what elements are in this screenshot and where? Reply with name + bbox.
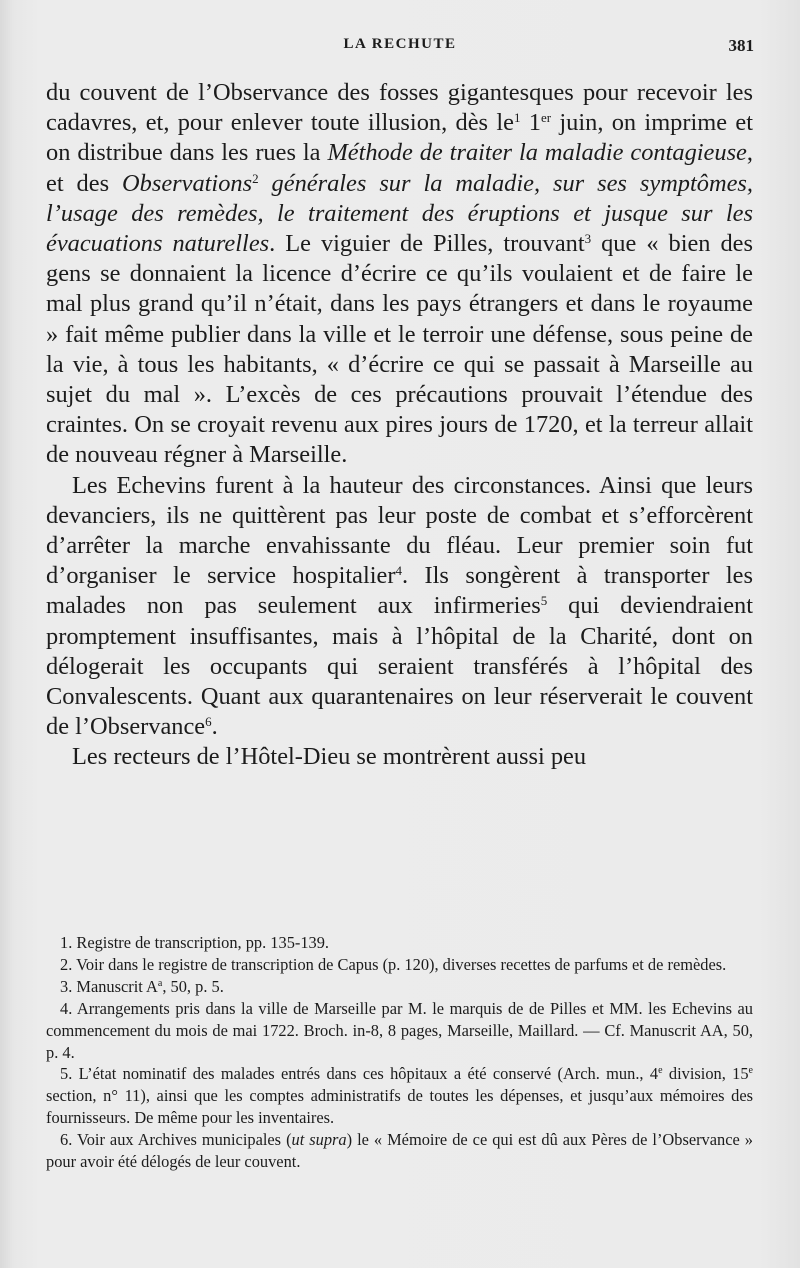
text-run: 5. L’état nominatif des malades entrés dans ces hôpitaux a été conservé (Arch. mun., 4	[60, 1064, 659, 1084]
footnote-ref: 2	[252, 170, 259, 186]
italic-title: Méthode de traiter la maladie contagieuse	[327, 139, 747, 167]
text-run: juin, on imprime et on distribue dans les rues la	[46, 109, 753, 167]
footnote-ref: 6	[205, 714, 212, 730]
main-text	[46, 78, 753, 773]
footnote-ref: 3	[584, 231, 592, 247]
italic-title: Observations	[122, 169, 253, 197]
footnote-ref: 5	[540, 593, 548, 609]
text-run: Les Echevins furent à la hauteur des circonstances. Ainsi que leurs devanciers, ils ne quittèrent pas leur poste de combat et s’efforcèrent d’arrêter la marche envahissante du fléau. Leur premier soin fut d’organiser le service hospitalier	[46, 471, 753, 590]
text-run: 3. Manuscrit A	[60, 976, 158, 996]
footnote	[46, 976, 753, 998]
text-run: 6. Voir aux Archives municipales (	[60, 1130, 292, 1150]
text-run: 1	[520, 109, 541, 137]
text-run: .	[211, 713, 218, 741]
footnote	[46, 1129, 753, 1173]
footnote-ref: 1	[513, 110, 521, 126]
footnote-ref: 4	[395, 563, 403, 579]
superscript: e	[748, 1065, 753, 1077]
text-run: que « bien des gens se donnaient la licence d’écrire ce qu’ils voulaient et de faire le mal plus grand qu’il n’était, dans les pays étrangers et dans le royaume » fait même publier dans la ville et le terroir une défense, sous peine de la vie, à tous les habitants, « d’écrire ce qui se passait à Marseille au sujet du mal ». L’excès de ces précautions prouvait l’étendue des craintes. On se croyait revenu aux pires jours de 1720, et la terreur allait de nouveau régner à Marseille.	[46, 230, 754, 469]
ordinal-suffix: er	[540, 110, 552, 126]
running-title: LA RECHUTE	[343, 36, 457, 52]
text-run: ) le « Mémoire de ce qui est dû aux Pères de l’Observance » pour avoir été délogés de leur couvent.	[46, 1130, 753, 1172]
superscript: e	[658, 1065, 663, 1077]
paragraph	[46, 78, 753, 471]
footnote	[46, 1063, 753, 1129]
page-number: 381	[728, 36, 754, 55]
paragraph: Les recteurs de l’Hôtel-Dieu se montrèrent aussi peu	[72, 743, 587, 771]
text-run: division, 15	[662, 1064, 749, 1084]
footnotes	[46, 932, 753, 1173]
text-run: . Le viguier de Pilles, trouvant	[269, 230, 585, 258]
page-header	[46, 36, 754, 60]
italic-text: ut supra	[291, 1130, 347, 1150]
italic-title: générales sur la maladie, sur ses symptômes, l’usage des remèdes, le traitement des éruptions et jusque sur les évacuations naturelles	[46, 169, 753, 258]
superscript: a	[157, 977, 163, 989]
text-run: , 50, p. 5.	[162, 976, 224, 996]
footnote: 1. Registre de transcription, pp. 135-139.	[60, 933, 330, 952]
footnote: 2. Voir dans le registre de transcription de Capus (p. 120), diverses recettes de parfums et de remèdes.	[60, 954, 727, 974]
text-run: qui deviendraient promptement insuffisantes, mais à l’hôpital de la Charité, dont on délogerait les occupants qui seraient transférés à l’hôpital des Convalescents. Quant aux quarantenaires on leur réserverait le couvent de l’Observance	[46, 592, 753, 741]
text-run: du couvent de l’Observance des fosses gigantesques pour recevoir les cadavres, et, pour enlever toute illusion, dès le	[46, 79, 753, 137]
paragraph	[46, 471, 753, 743]
text-run: , et des	[46, 139, 753, 197]
footnote: 4. Arrangements pris dans la ville de Marseille par M. le marquis de de Pilles et MM. les Echevins au commencement du mois de mai 1722. Broch. in-8, 8 pages, Marseille, Maillard. — Cf. Manuscrit AA, 50, p. 4.	[46, 998, 753, 1062]
text-run: section, n° 11), ainsi que les comptes administratifs de toutes les dépenses, et jusqu’aux mémoires des fournisseurs. De même pour les inventaires.	[46, 1086, 753, 1128]
text-run: . Ils songèrent à transporter les malades non pas seulement aux infirmeries	[46, 562, 753, 620]
